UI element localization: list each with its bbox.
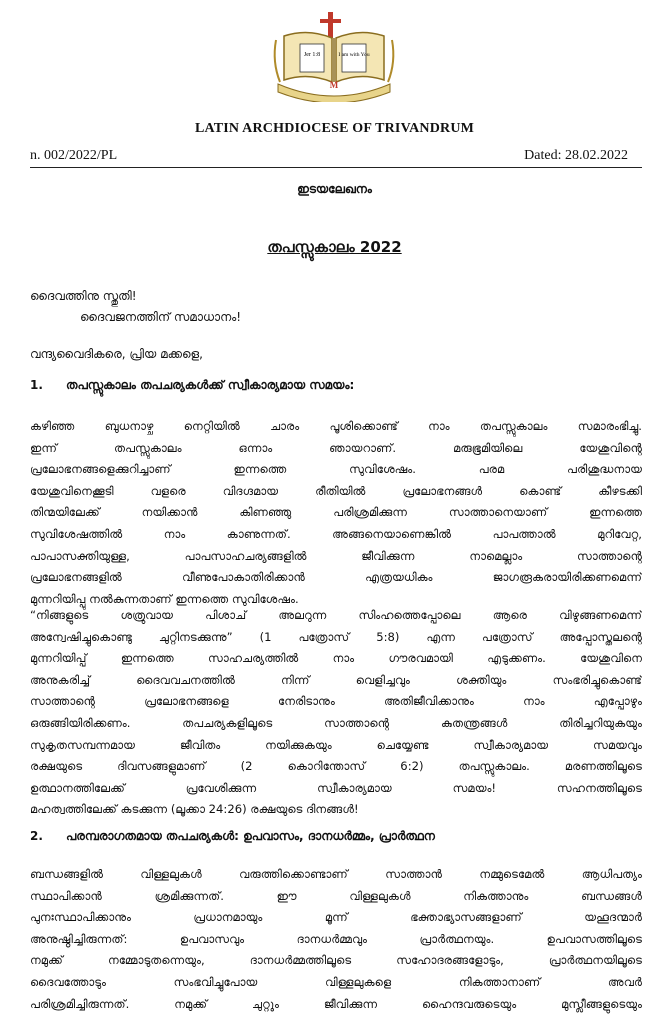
paragraph-line: ദൈവത്തോടും സംഭവിച്ചുപോയ വിള്ളലുകളെ നികത്താനാണ് അവർ [30, 974, 642, 989]
paragraph-line: രക്ഷയുടെ ദിവസങ്ങളുമാണ് (2 കൊറിന്തോസ് 6:2) തപസ്സുകാലം. മരണത്തിലൂടെ [30, 759, 642, 774]
paragraph-line: ഒരുങ്ങിയിരിക്കണം. തപചര്യകളിലൂടെ സാത്താന്റെ കുതന്ത്രങ്ങൾ തിരിച്ചറിയുകയും [30, 715, 642, 730]
paragraph-line: തിന്മയിലേക്ക് നയിക്കാൻ കിണഞ്ഞു പരിശ്രമിക്കുന്ന സാത്താനെയാണ് ഇന്നത്തെ [30, 505, 642, 520]
paragraph-line: പ്രലോഭനങ്ങളെക്കുറിച്ചാണ് ഇന്നത്തെ സുവിശേഷം. പരമ പരിശുദ്ധനായ [30, 462, 642, 477]
emblem-left-text: Jer 1:8 [303, 52, 321, 58]
cross-icon [328, 12, 333, 38]
section-1-paragraph-2 [30, 605, 642, 821]
paragraph-line: കഴിഞ്ഞ ബുധനാഴ്ച നെറ്റിയിൽ ചാരം പൂശിക്കൊണ്ട് നാം തപസ്സുകാലം സമാരംഭിച്ചു. [30, 419, 642, 433]
paragraph-line: അനുകരിച്ച് ദൈവവചനത്തിൽ നിന്ന് വെളിച്ചവും ശക്തിയും സംഭരിച്ചുകൊണ്ട് [30, 672, 642, 687]
paragraph-line: അന്വേഷിച്ചുകൊണ്ടു ചുറ്റിനടക്കുന്നു” (1 പത്രോസ് 5:8) എന്ന പത്രോസ് അപ്പോസ്തലന്റെ [30, 629, 642, 644]
paragraph-line: സുവിശേഷത്തിൽ നാം കാണുന്നത്. അങ്ങനെയാണെങ്കിൽ പാപത്താൽ മുറിവേറ്റ, [30, 526, 642, 541]
paragraph-line: “നിങ്ങളുടെ ശത്രുവായ പിശാച് അലറുന്ന സിംഹത്തെപ്പോലെ ആരെ വിഴുങ്ങണമെന്ന് [30, 608, 642, 622]
paragraph-line: ഉത്ഥാനത്തിലേക്ക് പ്രവേശിക്കുന്ന സ്വീകാര്യമായ സമയം! സഹനത്തിലൂടെ [30, 780, 642, 795]
document-type: ഇടയലേഖനം [297, 182, 372, 196]
paragraph-line: മുന്നറിയിപ്പു നൽകുന്നതാണ് ഇന്നത്തെ സുവിശേഷം. [30, 591, 299, 606]
header-divider [30, 167, 642, 168]
document-date: Dated: 28.02.2022 [524, 148, 628, 163]
section-number: 1. [30, 378, 43, 392]
section-1-heading [30, 378, 354, 393]
paragraph-line: നമുക്ക് നമ്മോടുതന്നെയും, ദാനധർമ്മത്തിലൂടെ സഹോദരങ്ങളോടും, പ്രാർത്ഥനയിലൂടെ [30, 953, 642, 968]
emblem-right-text: I am with You [338, 52, 370, 58]
greeting-peace: ദൈവജനത്തിന് സമാധാനം! [80, 310, 242, 324]
paragraph-line: മുന്നറിയിപ്പ് ഇന്നത്തെ സാഹചര്യത്തിൽ നാം ഗൗരവമായി എടുക്കണം. യേശുവിനെ [30, 651, 642, 666]
paragraph-line: പുനഃസ്ഥാപിക്കാനും പ്രധാനമായും മൂന്ന് ഭക്താഭ്യാസങ്ങളാണ് യഹൂദന്മാർ [30, 910, 642, 925]
paragraph-line: മഹത്വത്തിലേക്ക് കടക്കുന്ന (ലൂക്കാ 24:26) രക്ഷയുടെ ദിനങ്ങൾ! [30, 802, 359, 817]
paragraph-line: യേശുവിനെക്കൂടി വളരെ വിദഗ്ദമായ രീതിയിൽ പ്രലോഭനങ്ങൾ കൊണ്ട് കീഴടക്കി [30, 483, 642, 498]
paragraph-line: ഇന്ന് തപസ്സുകാലം ഒന്നാം ഞായറാണ്. മരുഭൂമിയിലെ യേശുവിന്റെ [30, 440, 642, 455]
reference-line [30, 146, 640, 166]
reference-number: n. 002/2022/PL [30, 148, 118, 163]
section-number: 2. [30, 829, 43, 843]
document-title: തപസ്സുകാലം 2022 [267, 238, 402, 256]
svg-text:M: M [329, 80, 339, 90]
archdiocese-emblem [270, 10, 398, 102]
paragraph-line: പരിശ്രമിച്ചിരുന്നത്. നമുക്ക് ചുറ്റും ജീവിക്കുന്ന ഹൈന്ദവരുടെയും മുസ്ലീങ്ങളുടെയും [30, 996, 642, 1011]
section-2-heading [30, 829, 435, 844]
paragraph-line: പാപാസക്തിയുള്ള, പാപസാഹചര്യങ്ങളിൽ ജീവിക്കുന്ന നാമെല്ലാം സാത്താന്റെ [30, 548, 642, 563]
section-1-paragraph-1 [30, 416, 642, 610]
section-2-paragraph-1 [30, 864, 642, 1015]
salutation: വന്ദ്യവൈദികരെ, പ്രിയ മക്കളെ, [30, 347, 203, 361]
section-title: പരമ്പരാഗതമായ തപചര്യകൾ: ഉപവാസം, ദാനധർമ്മം, പ്രാർത്ഥന [66, 829, 435, 843]
greeting-praise: ദൈവത്തിനു സ്തുതി! [30, 289, 137, 303]
section-title: തപസ്സുകാലം തപചര്യകൾക്ക് സ്വീകാര്യമായ സമയം: [66, 378, 355, 392]
paragraph-line: സാത്താന്റെ പ്രലോഭനങ്ങളെ നേരിടാനും അതിജീവിക്കാനും നാം എപ്പോഴും [30, 694, 642, 709]
organization-name: LATIN ARCHDIOCESE OF TRIVANDRUM [194, 121, 475, 136]
paragraph-line: അനുഷ്ഠിച്ചിരുന്നത്: ഉപവാസവും ദാനധർമ്മവും പ്രാർത്ഥനയും. ഉപവാസത്തിലൂടെ [30, 931, 642, 946]
paragraph-line: സ്ഥാപിക്കാൻ ശ്രമിക്കുന്നത്. ഈ വിള്ളലുകൾ നികത്താനും ബന്ധങ്ങൾ [30, 888, 642, 903]
paragraph-line: സുകൃതസമ്പന്നമായ ജീവിതം നയിക്കുകയും ചെയ്യേണ്ട സ്വീകാര്യമായ സമയവും [30, 737, 642, 752]
paragraph-line: പ്രലോഭനങ്ങളിൽ വീണുപോകാതിരിക്കാൻ എത്രയധികം ജാഗരൂകരായിരിക്കണമെന്ന് [30, 570, 642, 585]
paragraph-line: ബന്ധങ്ങളിൽ വിള്ളലുകൾ വരുത്തിക്കൊണ്ടാണ് സാത്താൻ നമ്മുടെമേൽ ആധിപത്യം [30, 867, 642, 881]
